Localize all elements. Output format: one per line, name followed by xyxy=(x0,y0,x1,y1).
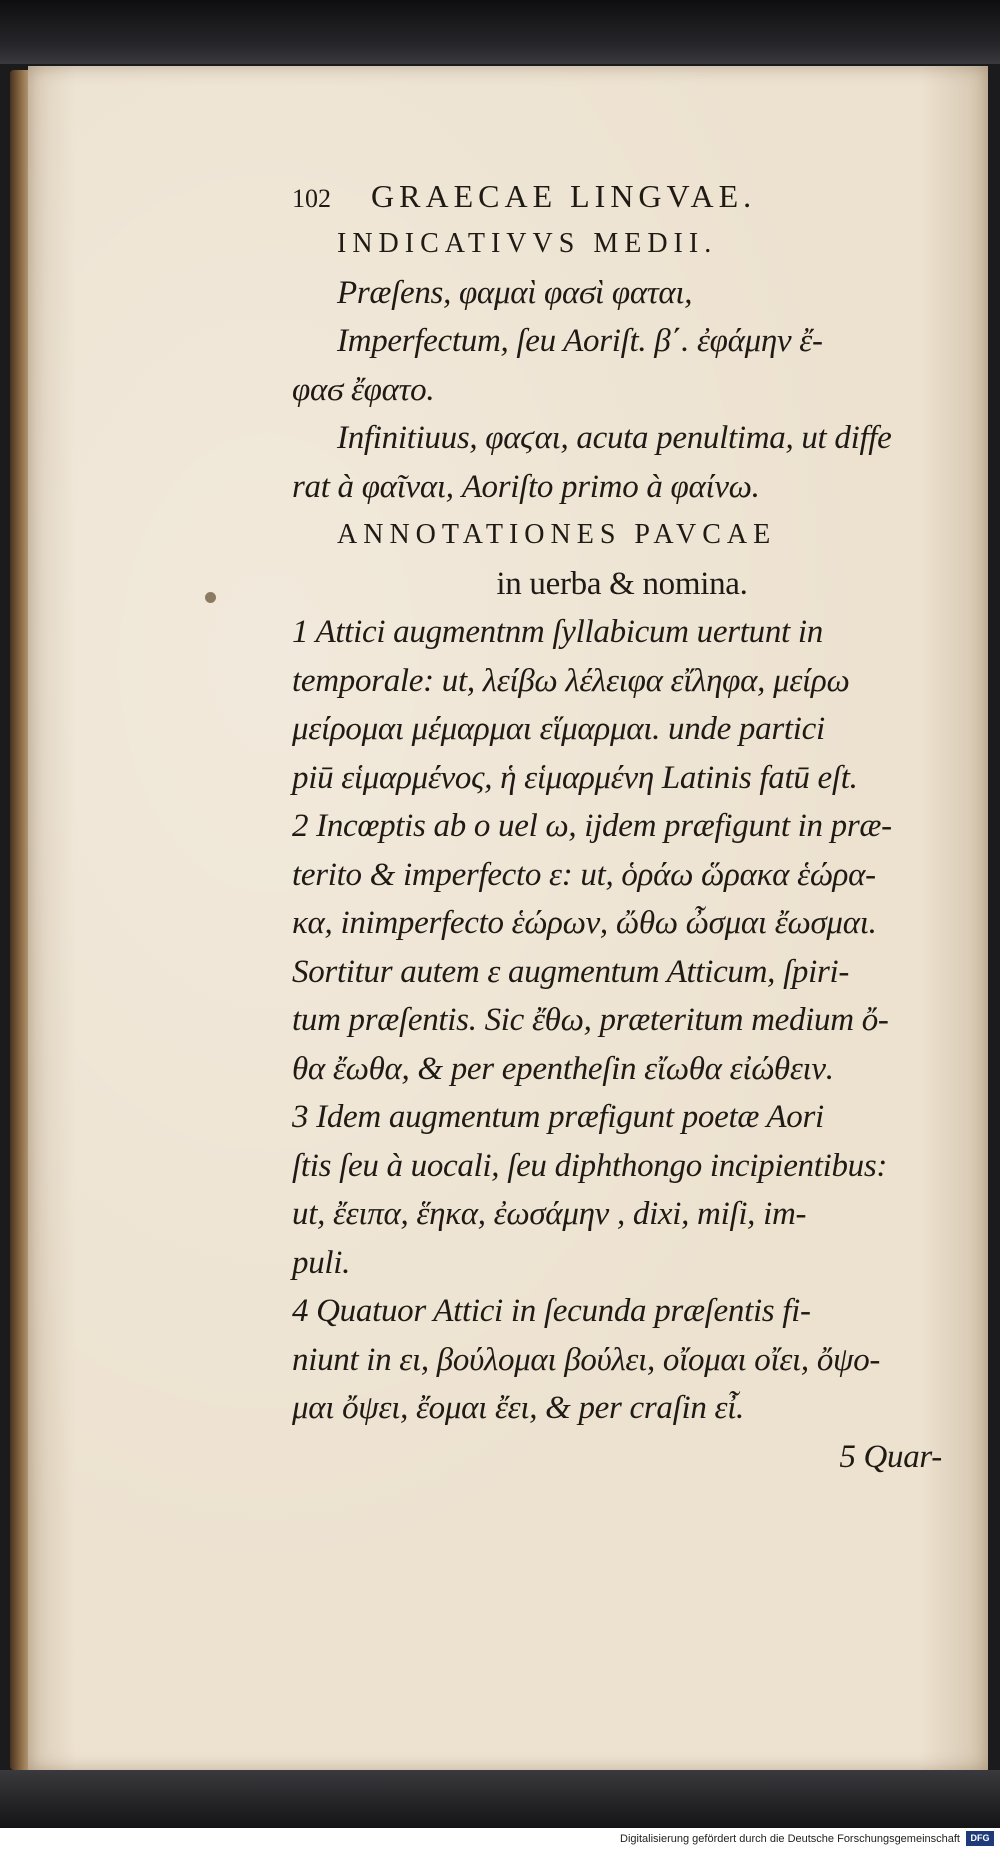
running-title: GRAECAE LINGVAE. xyxy=(371,178,757,214)
text-line: 2 Incœptis ab o uel ω, ijdem præfigunt in præ- xyxy=(292,808,892,844)
text-line: terito & imperfecto ε: ut, ὁράω ὥρακα ἑώρα- xyxy=(292,856,876,893)
text-line: Imperfectum, ſeu Aoriſt. β΄. ἐφάμην ἔ- xyxy=(337,323,823,359)
text-lines xyxy=(292,220,952,1481)
text-line: Infinitiuus, φαϛαι, acuta penultima, ut diffe xyxy=(337,420,892,456)
text-line: in uerba & nomina. xyxy=(496,565,748,602)
text-line: 1 Attici augmentnm ſyllabicum uertunt in xyxy=(292,614,823,650)
text-line: niunt in ει, βούλομαι βούλει, οἴομαι οἴει, ὄψο- xyxy=(292,1341,881,1378)
page-text xyxy=(292,172,952,1481)
book-top-edge xyxy=(0,0,1000,64)
text-line: 3 Idem augmentum præfigunt poetæ Aori xyxy=(292,1099,824,1135)
text-line: μαι ὄψει, ἔομαι ἔει, & per craſin εἶ. xyxy=(292,1390,745,1426)
text-line: temporale: ut, λείβω λέλειφα εἴληφα, μείρω xyxy=(292,662,850,699)
text-line: piū εἱμαρμένος, ἡ εἱμαρμένη Latinis fatū eſt. xyxy=(292,759,858,796)
book-bottom-edge xyxy=(0,1770,1000,1828)
text-line: rat à φαῖναι, Aoriſto primo à φαίνω. xyxy=(292,468,760,505)
text-line: ſtis ſeu à uocali, ſeu diphthongo incipientibus: xyxy=(292,1147,888,1184)
footer-credit: Digitalisierung gefördert durch die Deutsche Forschungsgemeinschaft xyxy=(620,1833,960,1845)
text-line: 5 Quar- xyxy=(839,1438,942,1475)
running-head xyxy=(292,172,952,220)
text-line: tum præſentis. Sic ἔθω, præteritum medium ὄ- xyxy=(292,1002,889,1038)
text-line: θα ἔωθα, & per epentheſin εἴωθα εἰώθειν. xyxy=(292,1050,834,1087)
text-line: μείρομαι μέμαρμαι εἵμαρμαι. unde partici xyxy=(292,711,825,747)
text-line: INDICATIVVS MEDII. xyxy=(337,228,718,259)
footer-bar xyxy=(0,1828,1000,1851)
text-line: ANNOTATIONES PAVCAE xyxy=(337,519,777,550)
page-number: 102 xyxy=(292,184,331,213)
text-line: φαϭ ἔφατο. xyxy=(292,371,435,408)
text-line: Sortitur autem ε augmentum Atticum, ſpiri- xyxy=(292,953,850,990)
text-line: puli. xyxy=(292,1244,351,1281)
text-line: ut, ἔειπα, ἕηκα, ἐωσάμην , dixi, miſi, im- xyxy=(292,1196,807,1232)
ink-stain xyxy=(205,592,216,603)
text-line: κα, inimperfecto ἑώρων, ὤθω ὦσμαι ἔωσμαι. xyxy=(292,905,877,941)
text-line: 4 Quatuor Attici in ſecunda præſentis fi- xyxy=(292,1293,811,1329)
text-line: Præſens, φαμαὶ φαϭὶ φαται, xyxy=(337,274,693,311)
dfg-logo: DFG xyxy=(966,1831,994,1846)
